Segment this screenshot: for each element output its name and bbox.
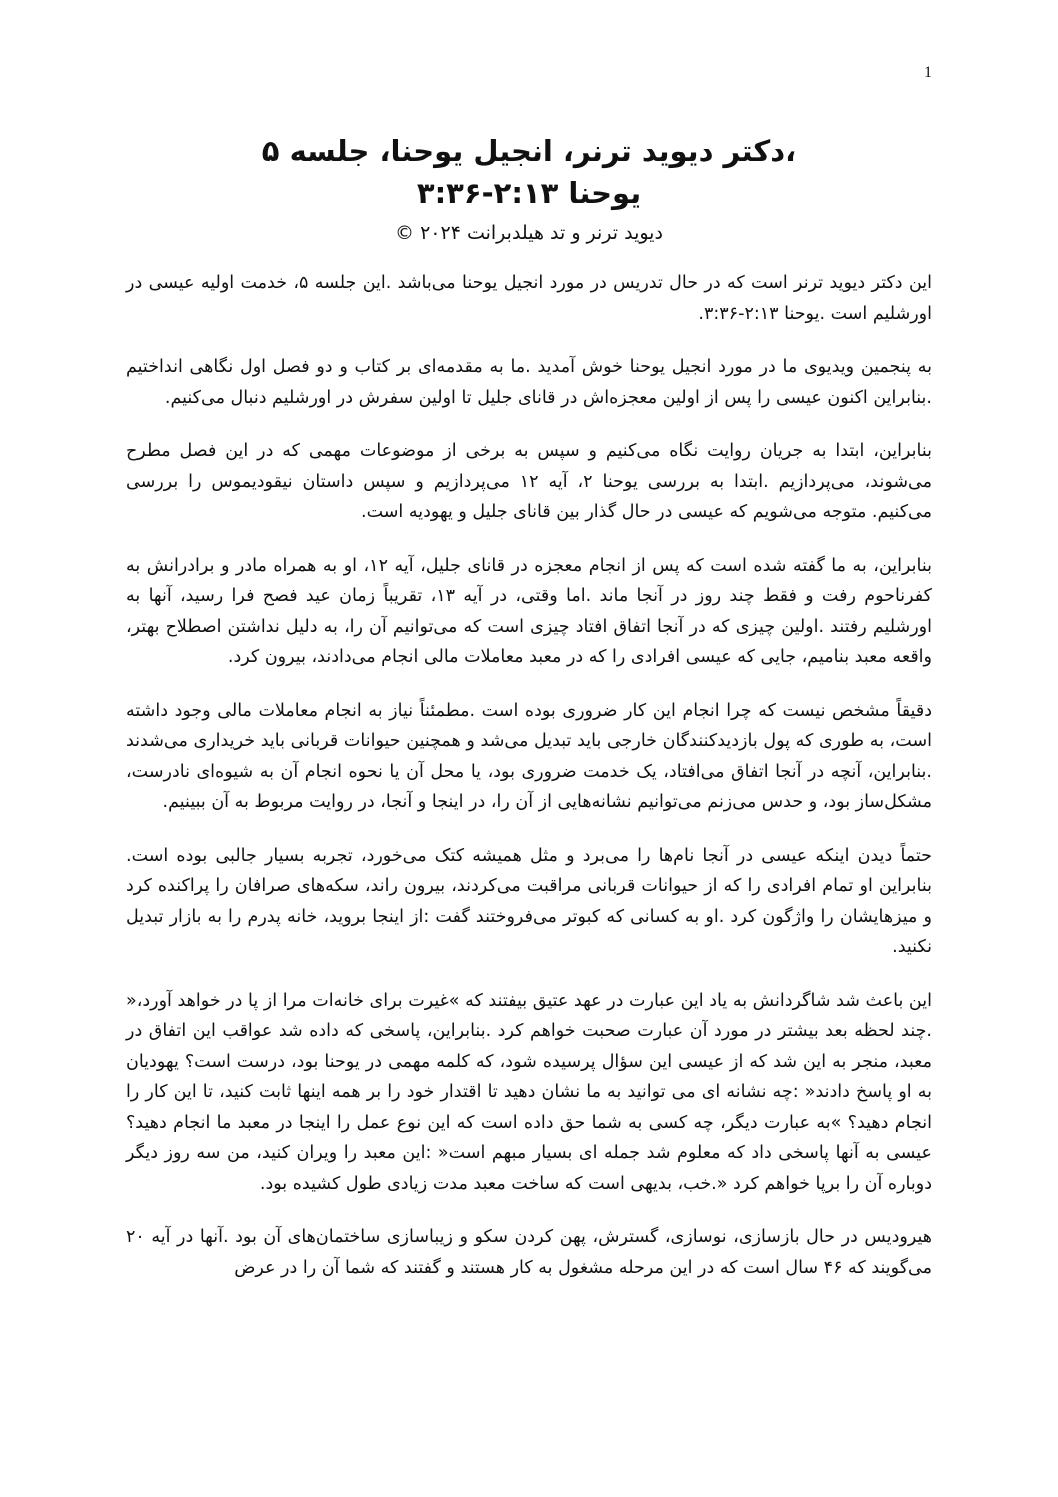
- paragraph: بنابراین، ابتدا به جریان روایت نگاه می‌کنیم و سپس به برخی از موضوعات مهمی که در این فصل مطرح می‌شوند، می‌پردازیم .ابتدا به بررسی یوحنا ۲، آیه ۱۲ می‌پردازیم و سپس داستان نیقودیموس را بررسی می‌کنیم. متوجه می‌شویم که عیسی در حال گذار بین قانای جلیل و یهودیه است.: [126, 441, 932, 522]
- document-header: [0, 130, 1058, 248]
- paragraph: حتماً دیدن اینکه عیسی در آنجا نام‌ها را می‌برد و مثل همیشه کتک می‌خورد، تجربه بسیار جالبی بوده است. بنابراین او تمام افرادی را که از حیوانات قربانی مراقبت می‌کردند، بیرون راند، سکه‌های صرافان را پراکنده کرد و میزهایشان را واژگون کرد .او به کسانی که کبوتر می‌فروختند گفت :از اینجا بروید، خانه پدرم را به بازار تبدیل نکنید.: [126, 845, 932, 957]
- document-title-line-2: یوحنا ۲:۱۳-۳:۳۶: [416, 176, 642, 210]
- paragraph: این دکتر دیوید ترنر است که در حال تدریس در مورد انجیل یوحنا می‌باشد .این جلسه ۵، خدمت اولیه عیسی در اورشلیم است .یوحنا ۲:۱۳-۳:۳۶.: [126, 273, 932, 324]
- paragraph: این باعث شد شاگردانش به یاد این عبارت در عهد عتیق بیفتند که »غیرت برای خانه‌ات مرا از پا در خواهد آورد،« .چند لحظه بعد بیشتر در مورد آن عبارت صحبت خواهم کرد .بنابراین، پاسخی که داده شد عواقب این اتفاق در معبد، منجر به این شد که از عیسی این سؤال پرسیده شود، که کلمه مهمی در یوحنا بود، درست است؟ یهودیان به او پاسخ دادند« :چه نشانه ای می توانید به ما نشان دهید تا اقتدار خود را بر همه اینها ثابت کنید، تا این کار را انجام دهید؟ »به عبارت دیگر، چه کسی به شما حق داده است که این نوع عمل را اینجا در معبد ما انجام دهید؟ عیسی به آنها پاسخی داد که معلوم شد جمله ای بسیار مبهم است« :این معبد را ویران کنید، من سه روز دیگر دوباره آن را برپا خواهم کرد «.خب، بدیهی است که ساخت معبد مدت زیادی طول کشیده بود.: [126, 990, 932, 1194]
- copyright-line: دیوید ترنر و تد هیلدبرانت ۲۰۲۴ ©: [395, 222, 663, 244]
- paragraph: بنابراین، به ما گفته شده است که پس از انجام معجزه در قانای جلیل، آیه ۱۲، او به همراه مادر و برادرانش به کفرناحوم رفت و فقط چند روز در آنجا ماند .اما وقتی، در آیه ۱۳، تقریباً زمان عید فصح فرا رسید، آنها به اورشلیم رفتند .اولین چیزی که در آنجا اتفاق افتاد چیزی است که می‌توانیم آن را، به دلیل نداشتن اصطلاح بهتر، واقعه معبد بنامیم، جایی که عیسی افرادی را که در معبد معاملات مالی انجام می‌دادند، بیرون کرد.: [126, 555, 933, 667]
- document-body: [126, 268, 932, 1306]
- paragraph: دقیقاً مشخص نیست که چرا انجام این کار ضروری بوده است .مطمئناً نیاز به انجام معاملات مالی وجود داشته است، به طوری که پول بازدیدکنندگان خارجی باید تبدیل می‌شد و همچنین حیوانات قربانی باید خریداری می‌شدند .بنابراین، آنچه در آنجا اتفاق می‌افتاد، یک خدمت ضروری بود، یا محل آن یا نحوه انجام آن به شیوه‌ای نادرست، مشکل‌ساز بود، و حدس می‌زنم می‌توانیم نشانه‌هایی از آن را، در اینجا و آنجا، در روایت مربوط به آن ببینیم.: [126, 700, 932, 812]
- paragraph: هیرودیس در حال بازسازی، نوسازی، گسترش، پهن کردن سکو و زیباسازی ساختمان‌های آن بود .آنها در آیه ۲۰ می‌گویند که ۴۶ سال است که در این مرحله مشغول به کار هستند و گفتند که شما آن را در عرض: [126, 1227, 932, 1278]
- page-number: 1: [924, 64, 932, 81]
- paragraph: به پنجمین ویدیوی ما در مورد انجیل یوحنا خوش آمدید .ما به مقدمه‌ای بر کتاب و دو فصل اول نگاهی انداختیم .بنابراین اکنون عیسی را پس از اولین معجزه‌اش در قانای جلیل تا اولین سفرش در اورشلیم دنبال می‌کنیم.: [126, 357, 932, 408]
- document-title-line-1: ،دکتر دیوید ترنر، انجیل یوحنا، جلسه ۵: [261, 134, 797, 168]
